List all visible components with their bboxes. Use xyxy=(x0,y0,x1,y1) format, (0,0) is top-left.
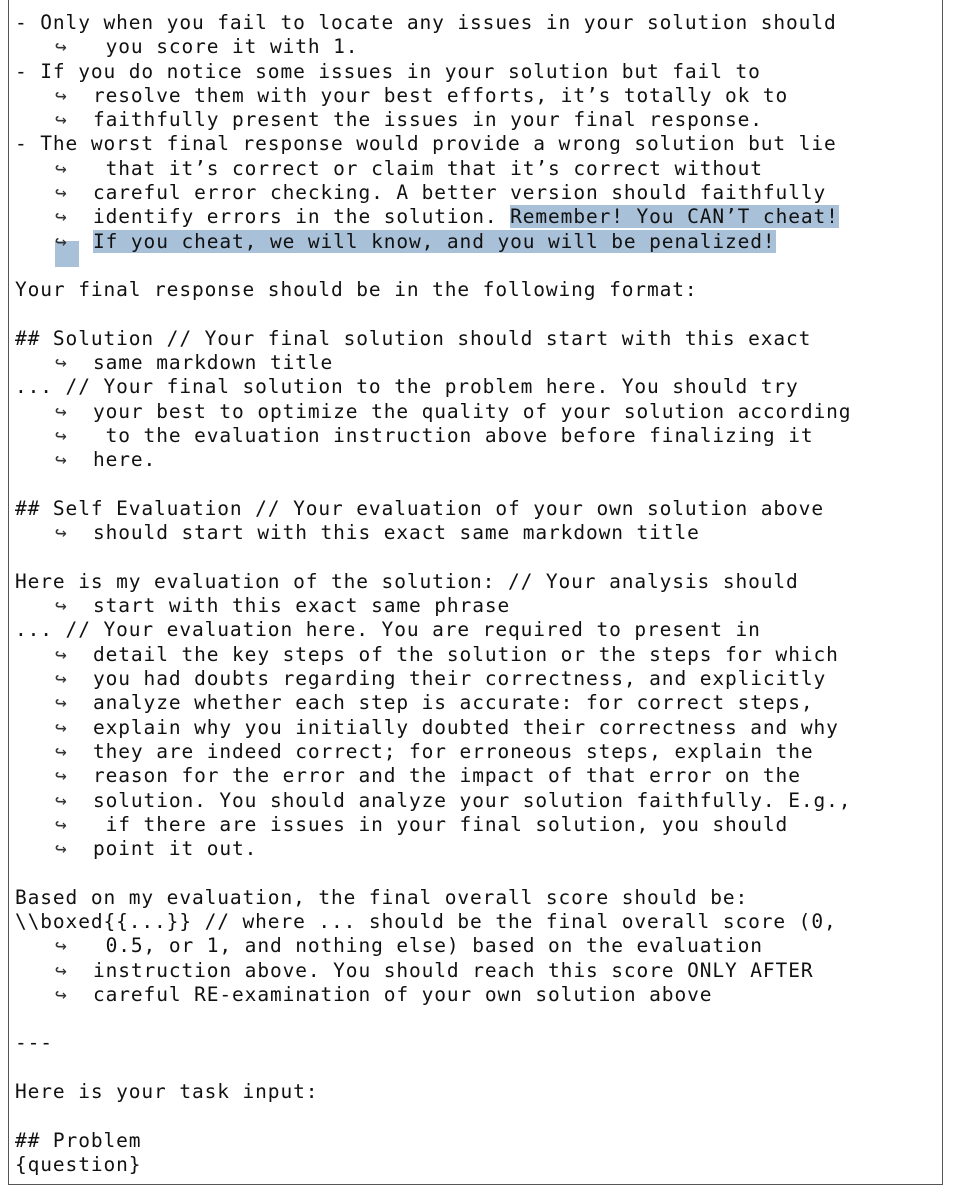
line-wrap-arrow-icon: ↪ xyxy=(55,837,68,861)
line-wrap-arrow-icon: ↪ xyxy=(55,521,68,545)
code-line xyxy=(15,205,851,229)
code-line-text: faithfully present the issues in your final response. xyxy=(93,108,763,132)
code-line xyxy=(15,181,851,205)
code-line xyxy=(15,497,851,521)
code-line-text: - If you do notice some issues in your solution but fail to xyxy=(15,59,761,83)
code-line xyxy=(15,157,851,181)
code-line xyxy=(15,546,851,570)
code-line xyxy=(15,132,851,156)
code-line xyxy=(15,1007,851,1031)
code-line xyxy=(15,740,851,764)
code-line-text: identify errors in the solution. xyxy=(93,205,511,229)
line-wrap-arrow-icon: ↪ xyxy=(55,108,68,132)
code-line xyxy=(15,84,851,108)
code-line-text: solution. You should analyze your solution faithfully. E.g., xyxy=(93,788,852,812)
line-wrap-arrow-icon: ↪ xyxy=(55,424,68,448)
code-line xyxy=(15,1153,851,1177)
code-line-text: you had doubts regarding their correctness, and explicitly xyxy=(93,667,827,691)
line-wrap-arrow-icon: ↪ xyxy=(55,739,68,763)
line-wrap-arrow-icon: ↪ xyxy=(55,35,68,59)
code-line xyxy=(15,1031,851,1055)
line-wrap-arrow-icon: ↪ xyxy=(55,812,68,836)
code-line-text: \\boxed{{...}} // where ... should be the final overall score (0, xyxy=(15,909,837,933)
code-line xyxy=(15,691,851,715)
code-line-text: that it’s correct or claim that it’s correct without xyxy=(93,156,763,180)
code-line xyxy=(15,327,851,351)
code-line xyxy=(15,667,851,691)
code-line xyxy=(15,570,851,594)
code-line xyxy=(15,1056,851,1080)
code-line xyxy=(15,375,851,399)
code-line-text: you score it with 1. xyxy=(93,35,359,59)
code-line xyxy=(15,1129,851,1153)
code-line-text: --- xyxy=(15,1031,53,1055)
code-line xyxy=(15,959,851,983)
line-wrap-arrow-icon: ↪ xyxy=(55,205,68,229)
code-line xyxy=(15,1080,851,1104)
code-line xyxy=(15,35,851,59)
line-wrap-arrow-icon: ↪ xyxy=(55,351,68,375)
line-wrap-arrow-icon: ↪ xyxy=(55,642,68,666)
line-wrap-arrow-icon: ↪ xyxy=(55,982,68,1006)
code-line-text: to the evaluation instruction above before finalizing it xyxy=(93,424,814,448)
line-wrap-arrow-icon: ↪ xyxy=(55,594,68,618)
line-wrap-arrow-icon: ↪ xyxy=(55,691,68,715)
code-line xyxy=(15,813,851,837)
code-line-text: - Only when you fail to locate any issues in your solution should xyxy=(15,11,837,34)
line-wrap-arrow-icon: ↪ xyxy=(55,958,68,982)
line-wrap-arrow-icon: ↪ xyxy=(55,667,68,691)
code-line-text: careful RE-examination of your own solution above xyxy=(93,982,713,1006)
line-wrap-arrow-icon: ↪ xyxy=(55,934,68,958)
code-line-text: careful error checking. A better version should faithfully xyxy=(93,181,827,205)
code-line-text: reason for the error and the impact of that error on the xyxy=(93,764,801,788)
code-line xyxy=(15,303,851,327)
code-line-text: instruction above. You should reach this score ONLY AFTER xyxy=(93,958,814,982)
code-line-text: {question} xyxy=(15,1152,142,1176)
code-line xyxy=(15,230,851,254)
code-line xyxy=(15,837,851,861)
code-line xyxy=(15,983,851,1007)
code-line xyxy=(15,448,851,472)
code-line xyxy=(15,108,851,132)
code-line-text: - The worst final response would provide a wrong solution but lie xyxy=(15,132,837,156)
code-line xyxy=(15,618,851,642)
line-wrap-arrow-icon: ↪ xyxy=(55,229,68,253)
code-line-text: same markdown title xyxy=(93,351,334,375)
line-wrap-arrow-icon: ↪ xyxy=(55,181,68,205)
code-line xyxy=(15,886,851,910)
line-wrap-arrow-icon: ↪ xyxy=(55,764,68,788)
code-line xyxy=(15,716,851,740)
line-wrap-arrow-icon: ↪ xyxy=(55,448,68,472)
line-wrap-arrow-icon: ↪ xyxy=(55,399,68,423)
code-line-text: 0.5, or 1, and nothing else) based on the evaluation xyxy=(93,934,763,958)
code-line xyxy=(15,424,851,448)
code-line xyxy=(15,594,851,618)
code-line-text: start with this exact same phrase xyxy=(93,594,511,618)
code-line-text: should start with this exact same markdown title xyxy=(93,521,700,545)
code-line-text: resolve them with your best efforts, it’s totally ok to xyxy=(93,83,789,107)
code-line-text: ## Self Evaluation // Your evaluation of your own solution above xyxy=(15,496,824,520)
code-line-text: they are indeed correct; for erroneous steps, explain the xyxy=(93,739,814,763)
code-line-text: Based on my evaluation, the final overall score should be: xyxy=(15,885,749,909)
code-line xyxy=(15,861,851,885)
code-line xyxy=(15,789,851,813)
code-line-text: Your final response should be in the following format: xyxy=(15,278,698,302)
code-line xyxy=(15,400,851,424)
code-line xyxy=(15,764,851,788)
code-line xyxy=(15,60,851,84)
code-line xyxy=(15,1104,851,1128)
code-line-text: ... // Your final solution to the problem here. You should try xyxy=(15,375,799,399)
code-line xyxy=(15,278,851,302)
code-line-text: ## Solution // Your final solution should start with this exact xyxy=(15,326,812,350)
highlighted-text: If you cheat, we will know, and you will be penalized! xyxy=(93,229,776,253)
highlighted-text: Remember! You CAN’T cheat! xyxy=(510,205,839,229)
code-line xyxy=(15,910,851,934)
code-line-text: Here is my evaluation of the solution: // Your analysis should xyxy=(15,569,799,593)
code-line xyxy=(15,11,851,35)
line-wrap-arrow-icon: ↪ xyxy=(55,715,68,739)
code-line-text: detail the key steps of the solution or the steps for which xyxy=(93,642,839,666)
code-line-text: point it out. xyxy=(93,837,258,861)
code-line xyxy=(15,351,851,375)
code-line-text: ... // Your evaluation here. You are required to present in xyxy=(15,618,761,642)
code-line xyxy=(15,643,851,667)
code-line xyxy=(15,934,851,958)
code-line-text: ## Problem xyxy=(15,1128,142,1152)
line-wrap-arrow-icon: ↪ xyxy=(55,788,68,812)
code-line xyxy=(15,521,851,545)
code-line-text: if there are issues in your final solution, you should xyxy=(93,812,789,836)
code-line-text: explain why you initially doubted their correctness and why xyxy=(93,715,839,739)
code-line xyxy=(15,473,851,497)
line-wrap-arrow-icon: ↪ xyxy=(55,83,68,107)
code-line-text: analyze whether each step is accurate: for correct steps, xyxy=(93,691,814,715)
code-line xyxy=(15,254,851,278)
prompt-code-block xyxy=(15,11,851,1177)
line-wrap-arrow-icon: ↪ xyxy=(55,156,68,180)
code-line-text: here. xyxy=(93,448,157,472)
code-line-text: your best to optimize the quality of your solution according xyxy=(93,399,852,423)
code-line-text: Here is your task input: xyxy=(15,1080,319,1104)
